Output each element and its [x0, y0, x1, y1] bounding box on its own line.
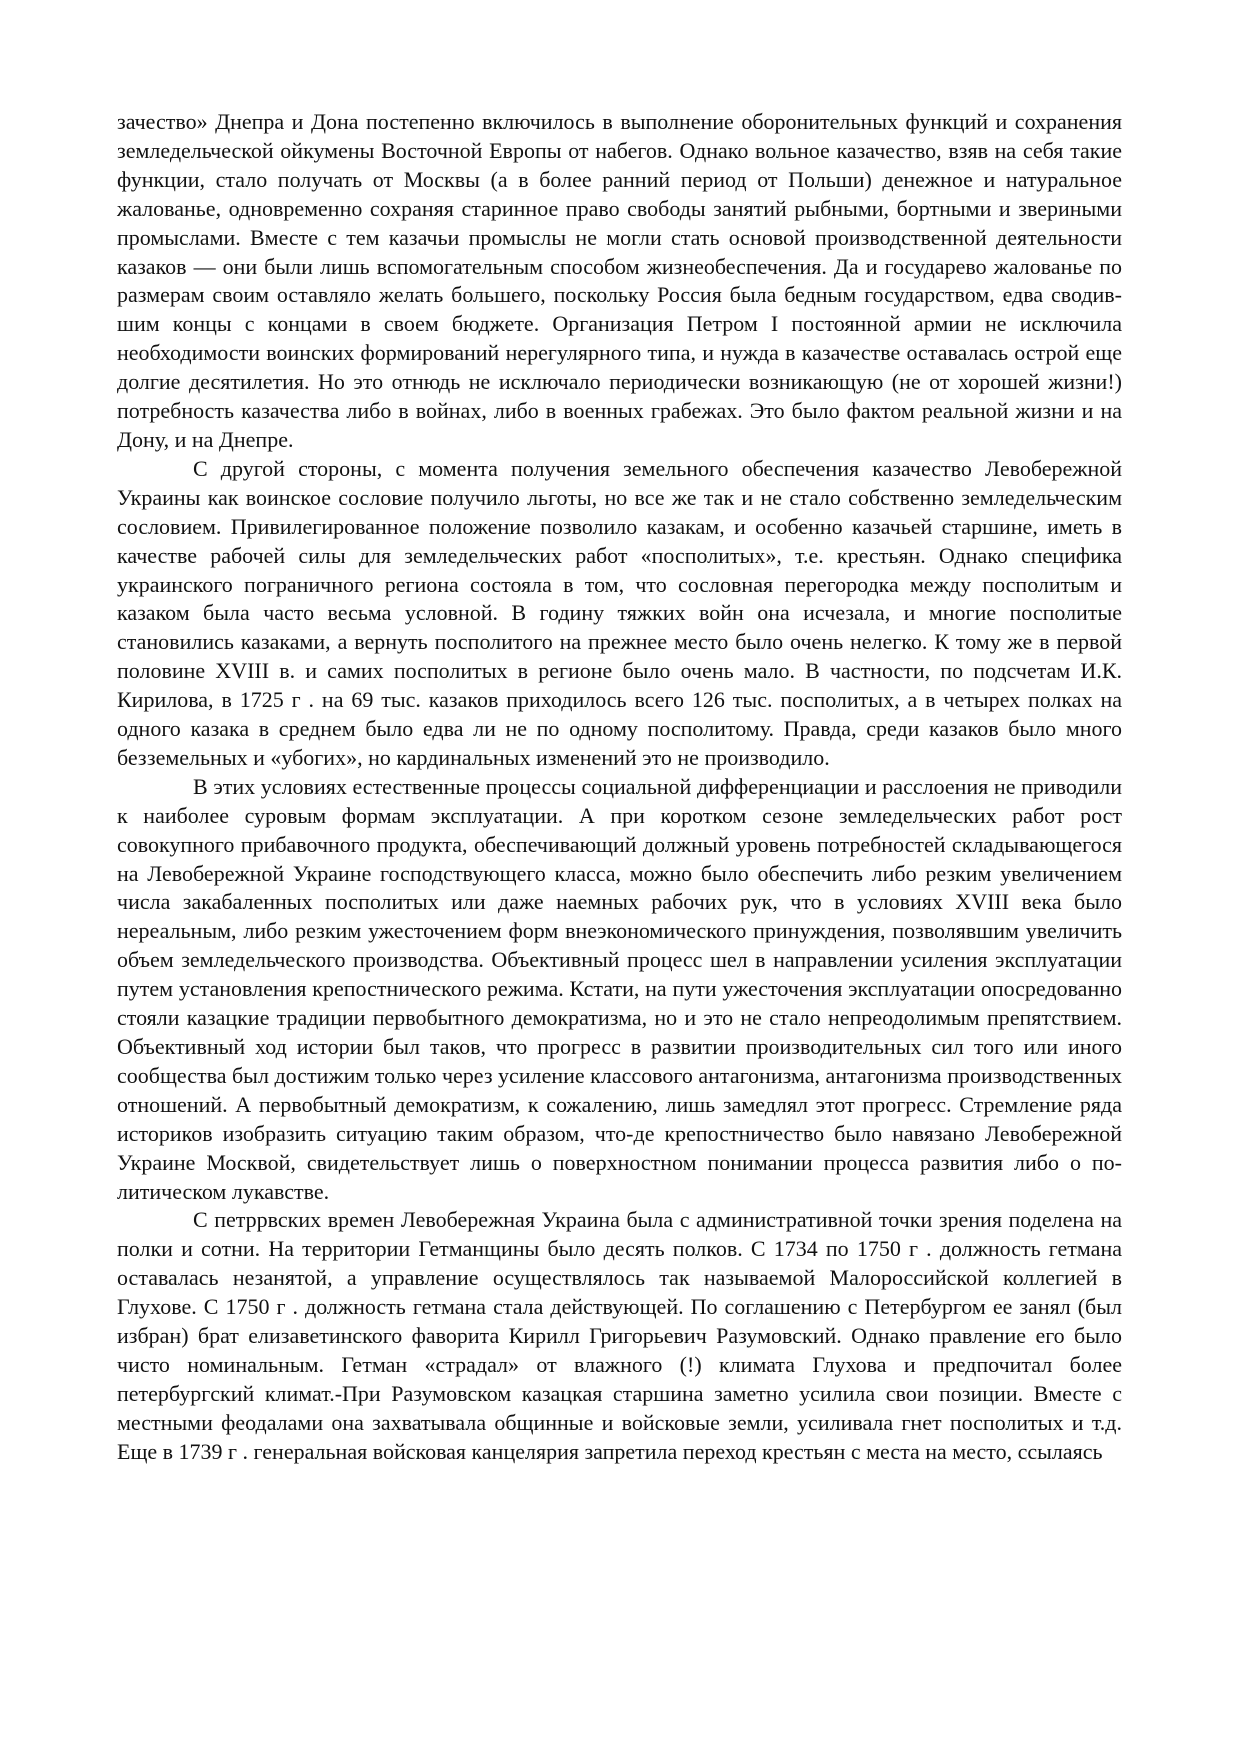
- paragraph: В этих условиях естественные процессы социальной дифференциации и расслоения не приводили к наиболее суровым формам эксплуатации. А при коротком сезоне земледельческих работ рост совокупного прибавочного продукта, обеспечивающий должный уровень потребностей складывающегося на Левобережной Украине господствующего класса, можно было обеспечить либо резким увеличением числа закабаленных посполитых или даже наемных рабочих рук, что в условиях XVIII века было нереальным, либо резким ужесточением форм внеэкономического принуждения, позволявшим увеличить объем земледельческого производства. Объективный процесс шел в направлении усиления эксплуатации путем установления крепостнического режима. Кстати, на пути ужесточения эксплуатации опосредованно стояли казацкие традиции первобытного демократизма, но и это не стало непреодолимым препятствием. Объективный ход истории был таков, что прогресс в развитии производительных сил того или иного сообщества был достижим только через усиление классового антагонизма, антагонизма производственных отношений. А первобытный демократизм, к сожалению, лишь замедлял этот прогресс. Стремление ряда историков изобразить ситуацию таким образом, что-де крепостничество было навязано Левобережной Украине Москвой, свидетельствует лишь о поверхностном понимании процесса развития либо о политическом лукавстве.: [117, 773, 1122, 1204]
- document-page: [117, 108, 1122, 1467]
- paragraph: С петррвских времен Левобережная Украина была с административной точки зрения поделена на полки и сотни. На территории Гетманщины было десять полков. С 1734 по 1750 г . должность гетмана оставалась незанятой, а управление осуществлялось так называемой Малороссийской коллегией в Глухове. С 1750 г . должность гетмана стала действующей. По соглашению с Петербургом ее занял (был избран) брат елизаветинского фаворита Кирилл Григорьевич Разумовский. Однако правление его было чисто номинальным. Гетман «страдал» от влажного (!) климата Глухова и предпочитал более петербургский климат.-При Разумовском казацкая старшина заметно усилила свои позиции. Вместе с местными феодалами она захватывала общинные и войсковые земли, усиливала гнет посполитых и т.д. Еще в 1739 г . генеральная войсковая канцелярия запретила переход крестьян с места на место, ссылаясь: [117, 1207, 1122, 1464]
- paragraph: С другой стороны, с момента получения земельного обеспечения казачество Левобережной Украины как воинское сословие получило льготы, но все же так и не стало собственно земледельческим сословием. Привилегированное положение позволило казакам, и особенно казачьей старшине, иметь в качестве рабочей силы для земледельческих работ «посполитых», т.е. крестьян. Однако специфика украинского пограничного региона состояла в том, что сословная перегородка между посполитым и казаком была часто весьма условной. В годину тяжких войн она исчезала, и многие посполитые становились казаками, а вернуть посполитого на прежнее место было очень нелегко. К тому же в первой половине XVIII в. и самих посполитых в регионе было очень мало. В частности, по подсчетам И.К. Кирилова, в 1725 г . на 69 тыс. казаков приходилось всего 126 тыс. посполитых, а в четырех полках на одного казака в среднем было едва ли не по одному посполитому. Правда, среди казаков было много безземельных и «убогих», но кардинальных изменений это не производило.: [117, 455, 1122, 770]
- paragraph: зачество» Днепра и Дона постепенно включилось в выполнение оборонительных функций и сохранения земледельческой ойкумены Восточной Европы от набегов. Однако вольное казачество, взяв на себя такие функции, стало получать от Москвы (а в более ранний период от Польши) денежное и натуральное жалованье, одновременно сохраняя старинное право свободы занятий рыбными, бортными и звериными промыслами. Вместе с тем казачьи промыслы не могли стать основой производственной деятельности казаков — они были лишь вспомогательным способом жизнеобеспечения. Да и государево жалованье по размерам своим оставляло желать большего, поскольку Россия была бедным государством, едва сводившим концы с концами в своем бюджете. Организация Петром I постоянной армии не исключила необходимости воинских формирований нерегулярного типа, и нужда в казачестве оставалась острой еще долгие десятилетия. Но это отнюдь не исключало периодически возникающую (не от хорошей жизни!) потребность казачества либо в войнах, либо в военных грабежах. Это было фактом реальной жизни и на Дону, и на Днепре.: [117, 109, 1122, 452]
